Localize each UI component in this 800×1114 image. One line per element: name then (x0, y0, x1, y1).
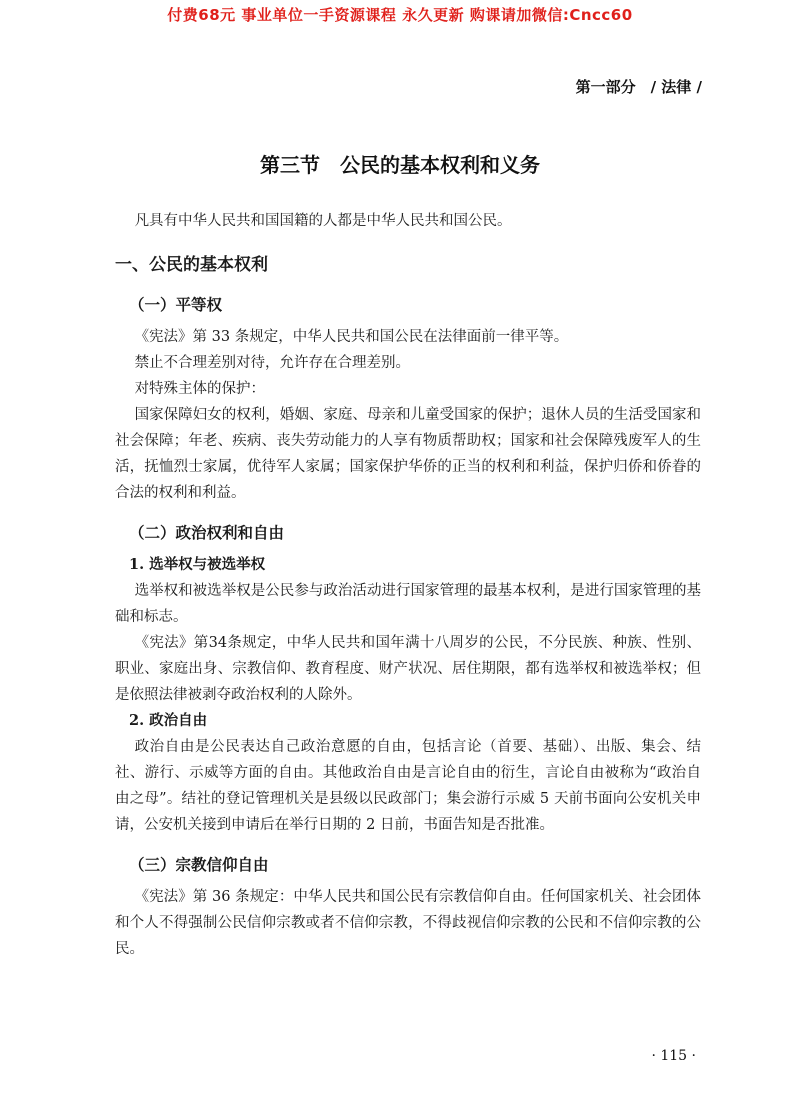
paragraph: 《宪法》第34条规定，中华人民共和国年满十八周岁的公民，不分民族、种族、性别、职业、家庭出身、宗教信仰、教育程度、财产状况、居住期限，都有选举权和被选举权；但是依照法律被剥夺政治权利的人除外。 (115, 635, 701, 703)
heading-political-freedom: 2. 政治自由 (129, 712, 208, 729)
paragraph: 《宪法》第 33 条规定，中华人民共和国公民在法律面前一律平等。 (134, 329, 569, 345)
section-title: 第三节 公民的基本权利和义务 (260, 153, 540, 177)
intro-paragraph: 凡具有中华人民共和国国籍的人都是中华人民共和国公民。 (134, 213, 512, 229)
heading-basic-rights: 一、公民的基本权利 (115, 255, 268, 275)
heading-religious-freedom: （三）宗教信仰自由 (129, 855, 269, 874)
paragraph: 对特殊主体的保护： (134, 381, 266, 397)
paragraph: 禁止不合理差别对待，允许存在合理差别。 (134, 355, 411, 371)
paragraph: 选举权和被选举权是公民参与政治活动进行国家管理的最基本权利，是进行国家管理的基础和标志。 (115, 583, 701, 625)
heading-equality: （一）平等权 (129, 295, 223, 314)
paragraph: 《宪法》第 36 条规定：中华人民共和国公民有宗教信仰自由。任何国家机关、社会团体和个人不得强制公民信仰宗教或者不信仰宗教，不得歧视信仰宗教的公民和不信仰宗教的公民。 (115, 889, 701, 957)
paragraph: 国家保障妇女的权利，婚姻、家庭、母亲和儿童受国家的保护；退休人员的生活受国家和社会保障；年老、疾病、丧失劳动能力的人享有物质帮助权；国家和社会保障残废军人的生活，抚恤烈士家属，优待军人家属；国家保护华侨的正当的权利和利益，保护归侨和侨眷的合法的权利和利益。 (115, 407, 701, 501)
paragraph: 政治自由是公民表达自己政治意愿的自由，包括言论（首要、基础）、出版、集会、结社、游行、示威等方面的自由。其他政治自由是言论自由的衍生，言论自由被称为“政治自由之母”。结社的登记管理机关是县级以民政部门；集会游行示威 5 天前书面向公安机关申请，公安机关接到申请后在举行日期的 2 日前，书面告知是否批准。 (115, 739, 701, 833)
heading-political-rights: （二）政治权利和自由 (129, 523, 285, 542)
heading-election-rights: 1. 选举权与被选举权 (129, 556, 266, 573)
part-header: 第一部分 / 法律 / (575, 78, 702, 96)
page-number: · 115 · (651, 1048, 696, 1064)
watermark-banner: 付费68元 事业单位一手资源课程 永久更新 购课请加微信:Cncc60 (167, 6, 633, 24)
main-content (115, 208, 701, 962)
